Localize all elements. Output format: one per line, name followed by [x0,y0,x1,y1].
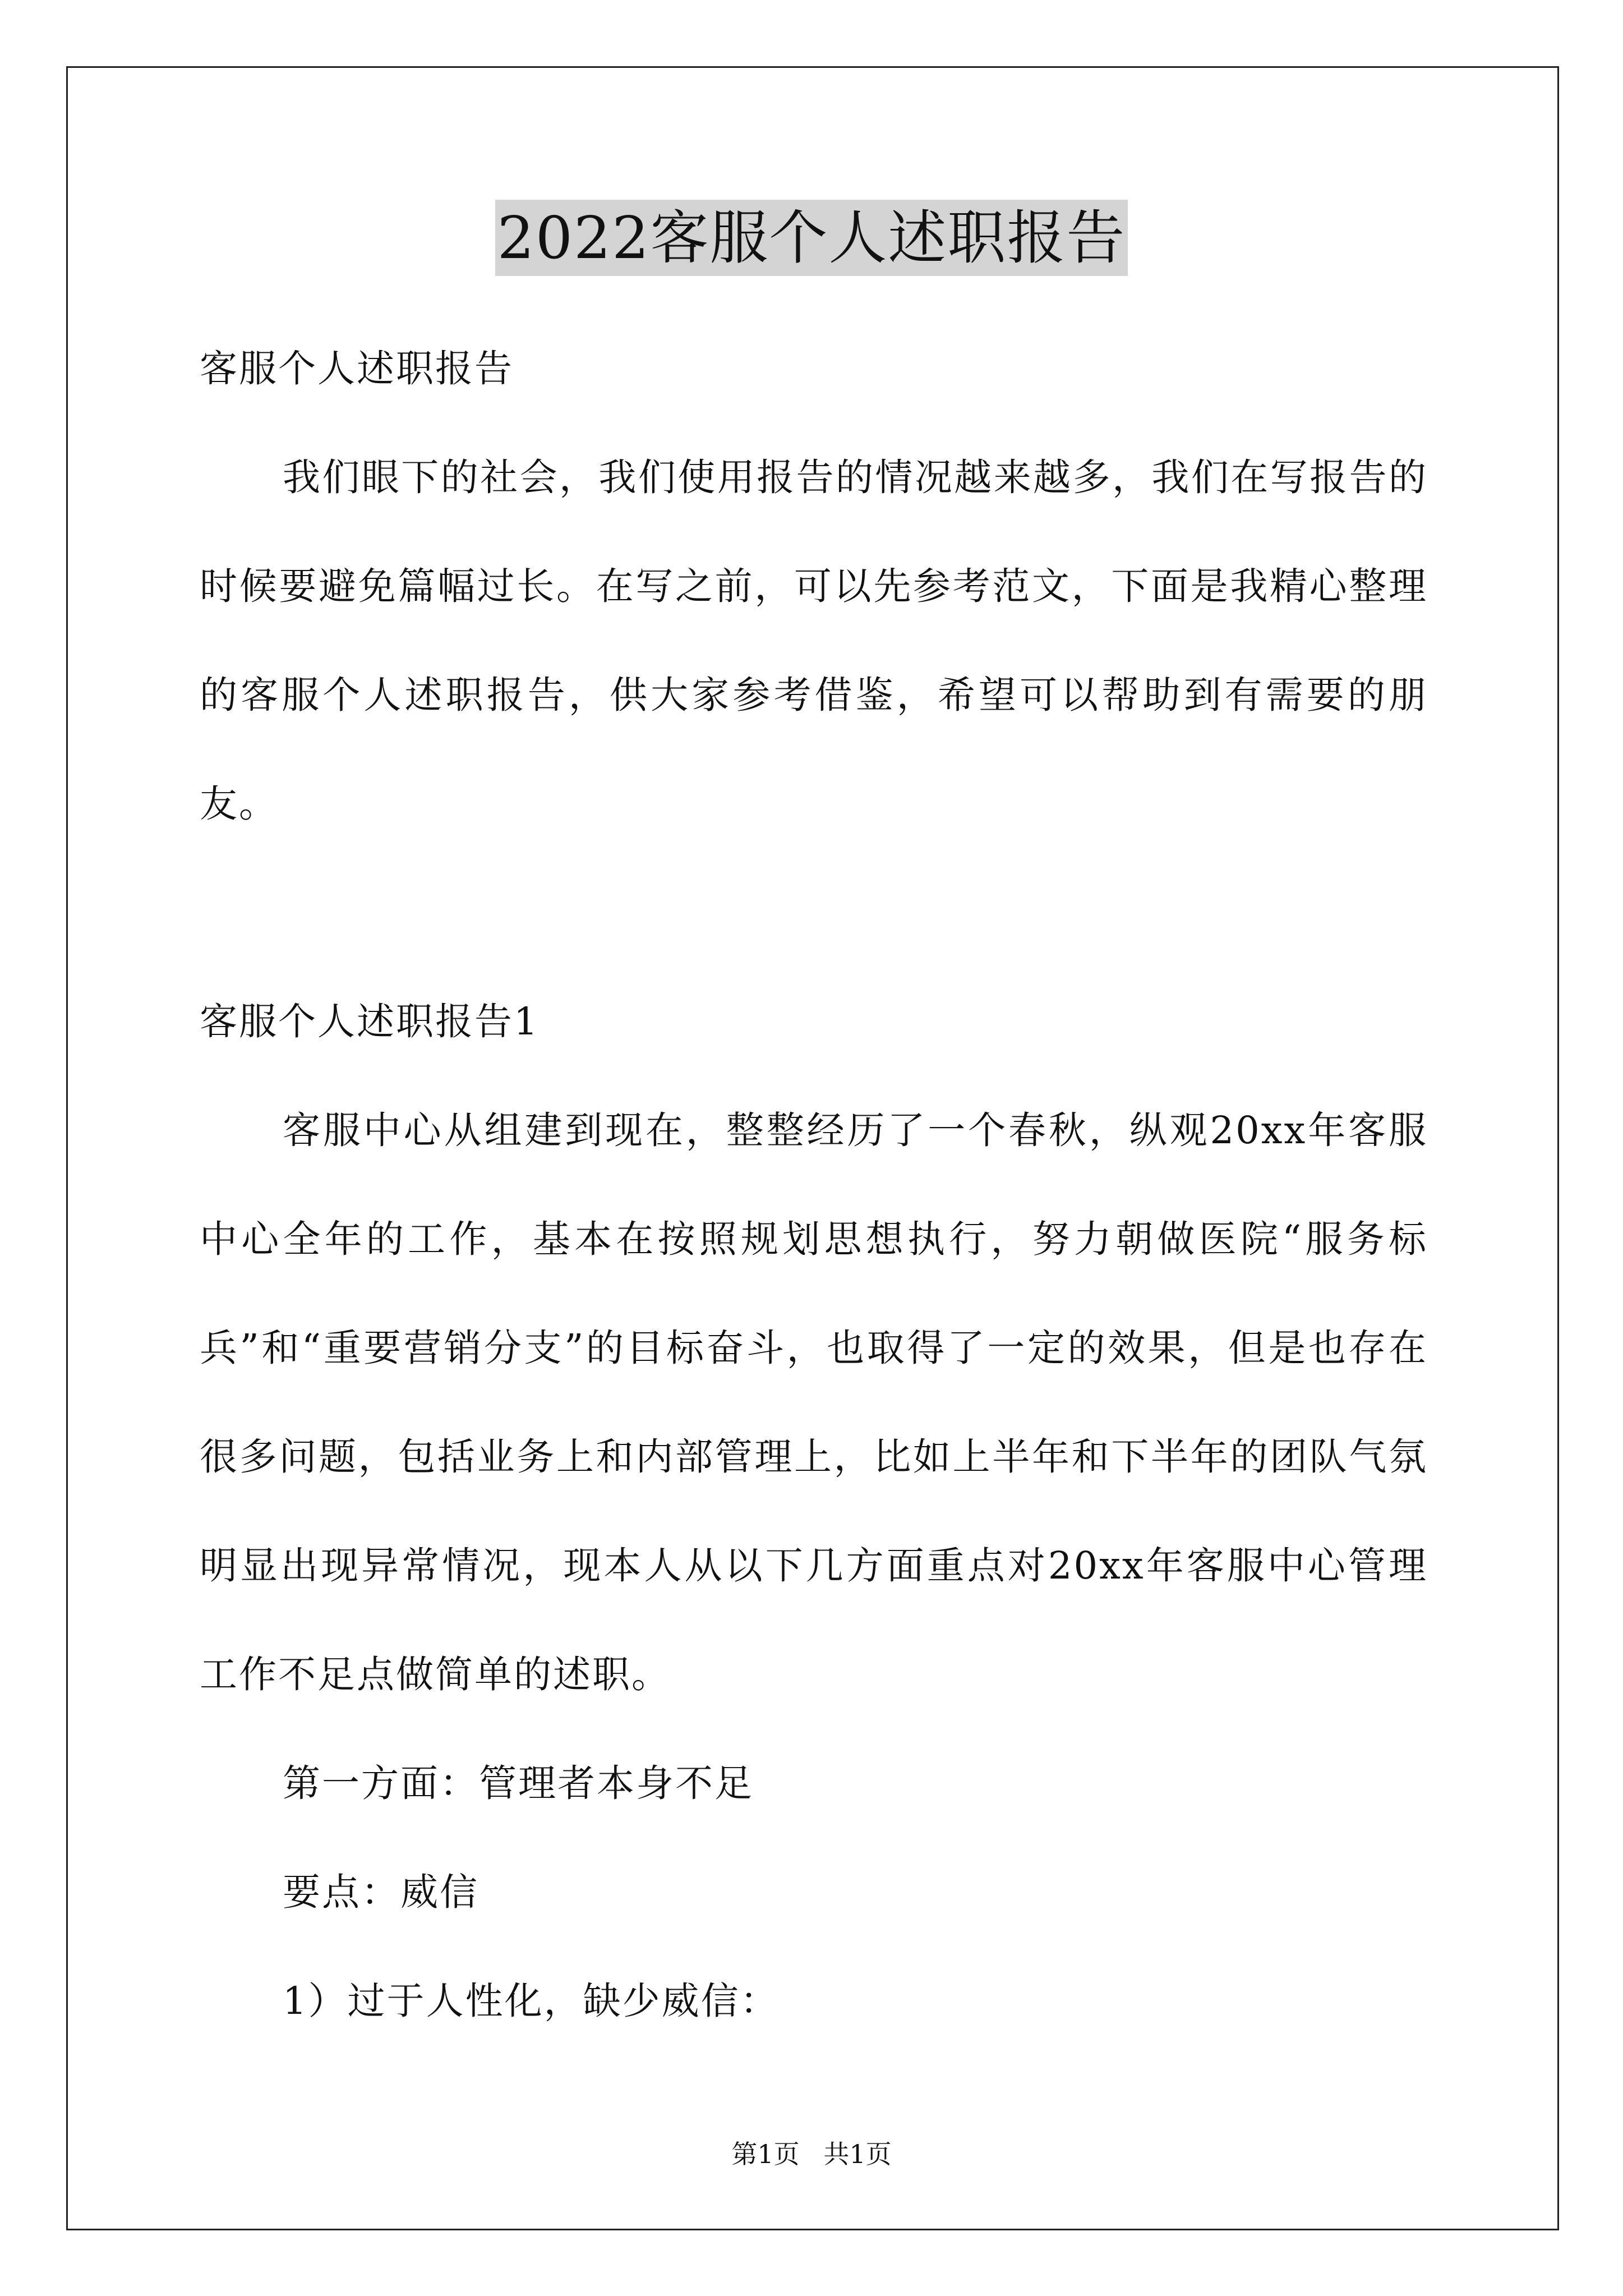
section-heading: 客服个人述职报告1 [200,1000,540,1043]
point-keypoint: 要点：威信 [283,1870,479,1914]
document-title: 2022客服个人述职报告 [495,200,1128,276]
section-body-paragraph: 客服中心从组建到现在，整整经历了一个春秋，纵观20xx年客服中心全年的工作，基本在按照规划思想执行，努力朝做医院“服务标兵”和“重要营销分支”的目标奋斗，也取得了一定的效果，但是也存在很多问题，包括业务上和内部管理上，比如上半年和下半年的团队气氛明显出现异常情况，现本人从以下几方面重点对20xx年客服中心管理工作不足点做简单的述职。 [200,1108,1428,1696]
point-item: 1）过于人性化，缺少威信： [283,1979,780,2023]
page-number-total: 共1页 [823,2139,892,2169]
page-footer [0,2137,1623,2171]
page-number-current: 第1页 [731,2139,800,2169]
intro-paragraph: 我们眼下的社会，我们使用报告的情况越来越多，我们在写报告的时候要避免篇幅过长。在写之前，可以先参考范文，下面是我精心整理的客服个人述职报告，供大家参考借鉴，希望可以帮助到有需要的朋友。 [200,455,1428,826]
title-container [0,200,1623,276]
spacer [200,858,1428,967]
document-body [200,314,1428,2055]
point-heading: 第一方面：管理者本身不足 [283,1761,754,1805]
subtitle: 客服个人述职报告 [200,347,514,390]
